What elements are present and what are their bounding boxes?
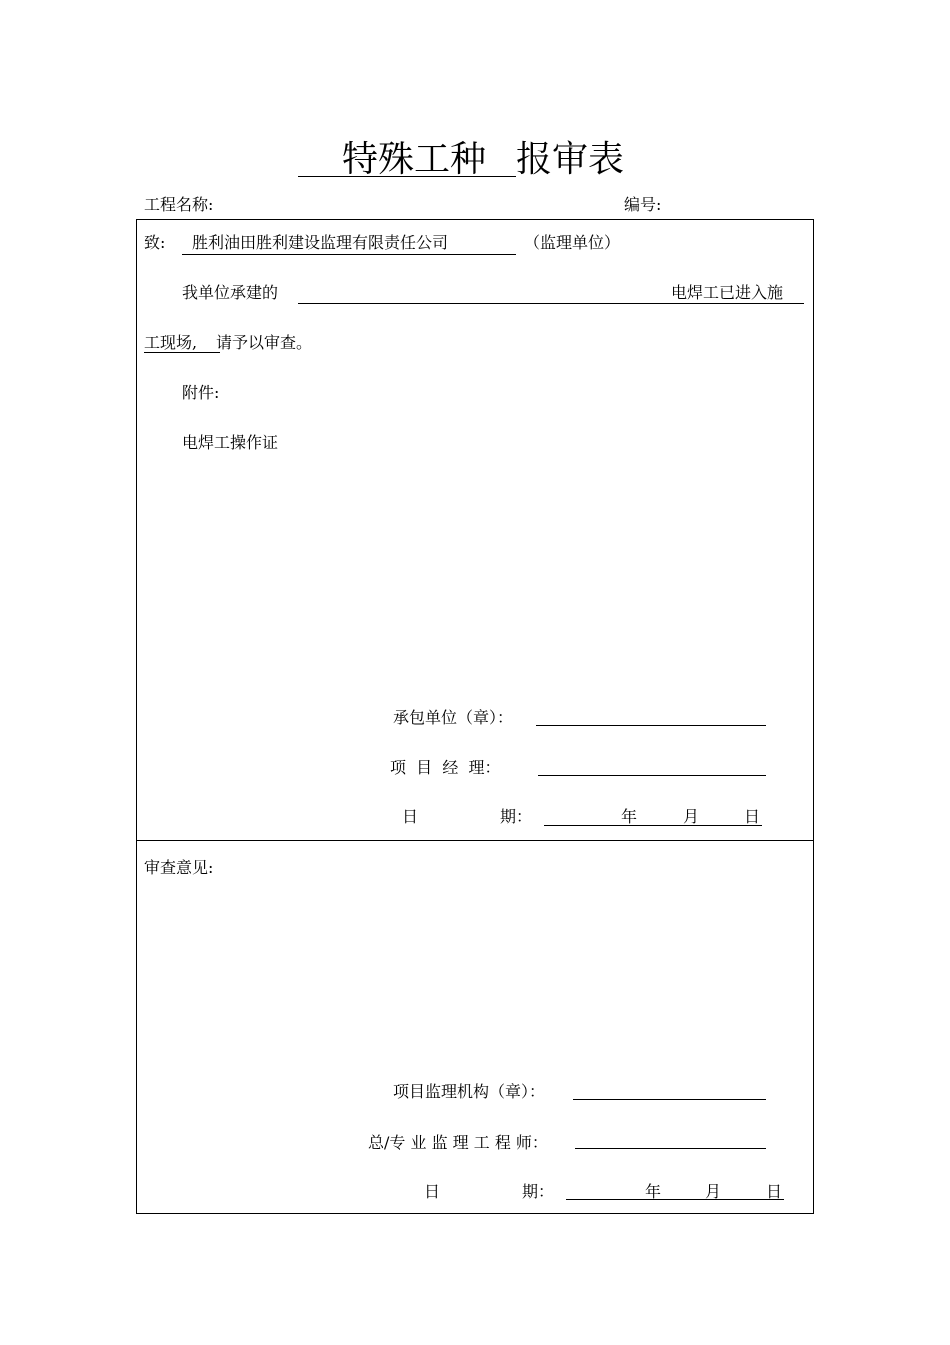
opinion-label: 审查意见: [144,858,214,877]
project-name-label: 工程名称: [144,195,214,214]
supervision-org-signature-line [573,1099,766,1100]
date-line [544,825,762,826]
to-supervisor-name: 胜利油田胜利建设监理有限责任公司 [192,233,449,252]
date-label-day: 日 [402,807,419,826]
line2-underline [144,352,220,353]
date-label-period: 期： [500,807,533,826]
attachment-value: 电焊工操作证 [182,433,279,452]
statement-line2-underlined: 工现场, [144,333,198,352]
manager-label: 项 目 经 理： [390,758,501,777]
number-label: 编号: [624,195,662,214]
engineer-signature-line [575,1148,766,1149]
attachment-label: 附件: [182,383,220,402]
review-date-line [566,1199,784,1200]
review-date-label-day: 日 [424,1182,441,1201]
supervision-org-label: 项目监理机构（章）： [393,1082,546,1101]
contractor-signature-line [536,725,766,726]
submission-section [136,219,814,841]
review-date-year: 年 [645,1182,662,1201]
date-month: 月 [683,807,700,826]
to-label: 致: [144,233,166,252]
to-underline [182,254,516,255]
statement-prefix: 我单位承建的 [182,283,279,302]
date-year: 年 [621,807,638,826]
statement-suffix: 电焊工已进入施 [671,283,784,302]
review-date-label-period: 期： [522,1182,555,1201]
to-suffix: （监理单位） [524,233,621,252]
date-day: 日 [744,807,761,826]
project-underline [298,303,804,304]
engineer-label: 总/专 业 监 理 工 程 师： [368,1133,548,1152]
title-underlined: 特殊工种 [298,138,486,182]
review-date-month: 月 [705,1182,722,1201]
title-rest: 报审表 [516,139,625,180]
review-date-day: 日 [766,1182,783,1201]
review-section [136,840,814,1214]
page-title [298,138,624,182]
manager-signature-line [538,775,766,776]
statement-line2-rest: 请予以审查。 [216,333,313,352]
contractor-label: 承包单位（章）： [393,708,514,727]
